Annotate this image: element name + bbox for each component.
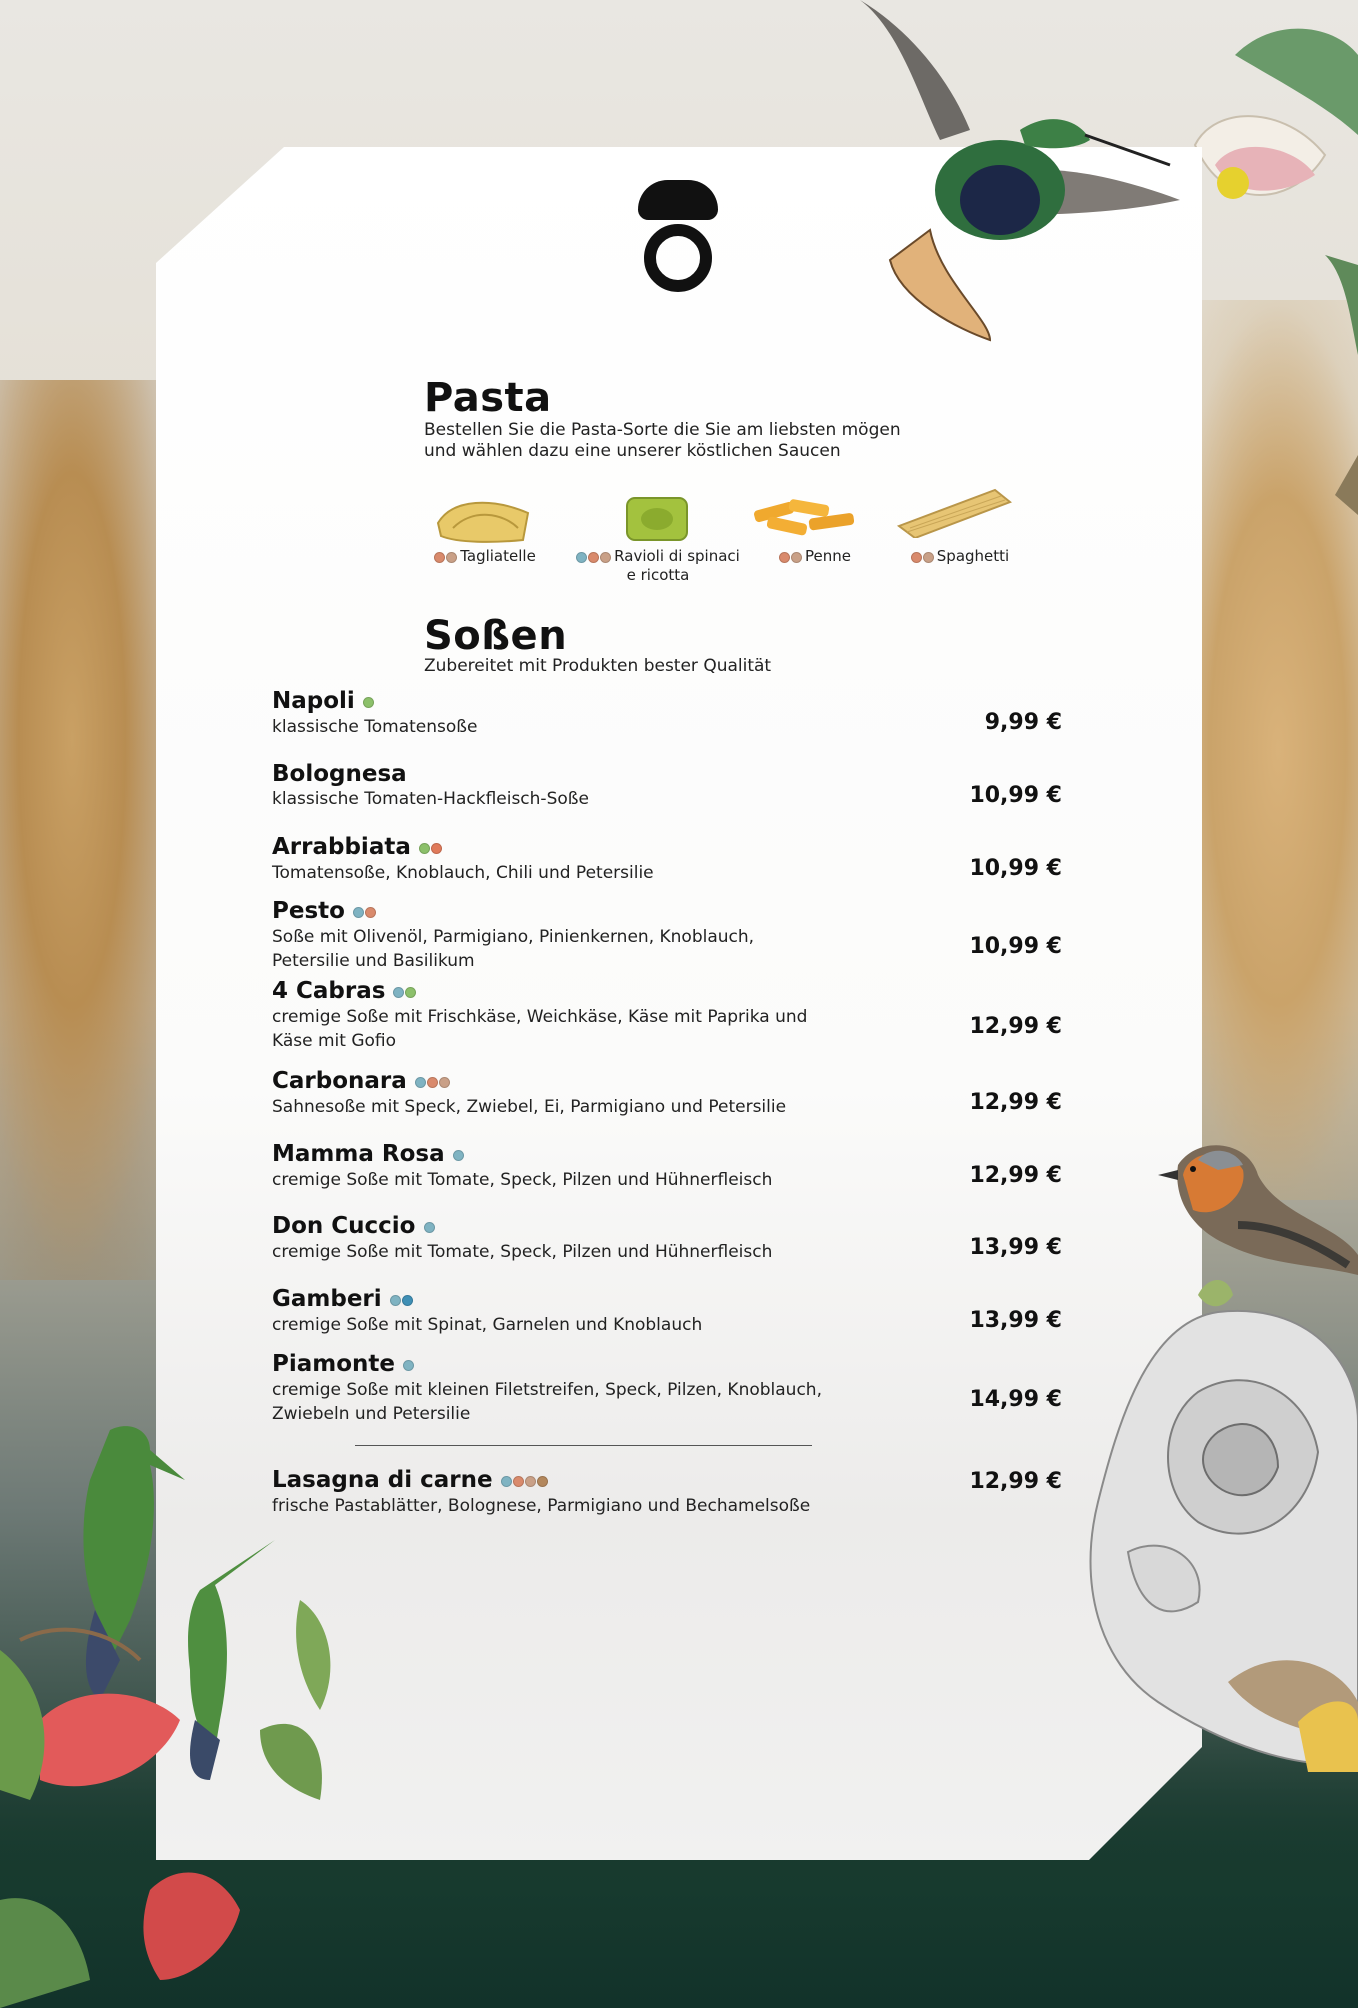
menu-item-price: 13,99 € xyxy=(969,1308,1062,1333)
allergen-badges xyxy=(393,979,417,1005)
menu-item-gamberi xyxy=(272,1286,1062,1337)
allergen-icon xyxy=(415,1077,426,1088)
pasta-type-label-line2: e ricotta xyxy=(626,565,690,584)
allergen-badges xyxy=(779,548,803,566)
allergen-badges xyxy=(576,548,612,566)
allergen-icon xyxy=(419,843,430,854)
allergen-icon xyxy=(576,552,587,563)
gold-texture-left xyxy=(0,380,180,1280)
menu-item-description: klassische Tomaten-Hackfleisch-Soße xyxy=(272,789,589,809)
menu-item-price: 12,99 € xyxy=(969,1163,1062,1188)
section-divider xyxy=(355,1445,812,1446)
allergen-badges xyxy=(453,1142,465,1168)
allergen-icon xyxy=(365,907,376,918)
grey-rose-illustration xyxy=(1078,1302,1358,1772)
menu-item-piamonte xyxy=(272,1351,1062,1426)
pasta-type-label: Penne xyxy=(805,547,851,565)
menu-item-name: Bolognesa xyxy=(272,761,407,787)
hummingbirds-flowers-illustration xyxy=(0,1420,420,2008)
pasta-type-ravioli xyxy=(570,547,746,584)
pasta-subtitle-line1: Bestellen Sie die Pasta-Sorte die Sie am liebsten mögen xyxy=(424,420,901,440)
pasta-type-tagliatelle xyxy=(420,547,550,566)
allergen-badges xyxy=(363,689,375,715)
pasta-type-label: Tagliatelle xyxy=(460,547,536,565)
menu-item-description: cremige Soße mit Spinat, Garnelen und Knoblauch xyxy=(272,1314,703,1335)
allergen-icon xyxy=(427,1077,438,1088)
allergen-icon xyxy=(525,1476,536,1487)
allergen-badges xyxy=(501,1468,549,1494)
allergen-icon xyxy=(393,987,404,998)
allergen-badges xyxy=(434,548,458,566)
allergen-badges xyxy=(415,1069,451,1095)
menu-item-name-row xyxy=(272,1213,1062,1240)
sauces-subtitle: Zubereitet mit Produkten bester Qualität xyxy=(424,656,772,676)
pasta-title: Pasta xyxy=(424,375,552,421)
allergen-icon xyxy=(424,1222,435,1233)
orchid-flower-illustration xyxy=(1175,15,1358,515)
menu-item-description: cremige Soße mit Frischkäse, Weichkäse, Käse mit Paprika und Käse mit Gofio xyxy=(272,1006,808,1051)
allergen-icon xyxy=(405,987,416,998)
allergen-badges xyxy=(403,1352,415,1378)
logo-ring-shape xyxy=(644,224,712,292)
menu-item-name: Carbonara xyxy=(272,1068,407,1094)
menu-item-price: 12,99 € xyxy=(969,1469,1062,1494)
menu-item-name-row xyxy=(272,898,1062,925)
menu-item-don-cuccio xyxy=(272,1213,1062,1264)
menu-item-description: cremige Soße mit Tomate, Speck, Pilzen und Hühnerfleisch xyxy=(272,1169,773,1190)
sauces-title: Soßen xyxy=(424,613,568,659)
allergen-icon xyxy=(431,843,442,854)
menu-item-name-row xyxy=(272,1068,1062,1095)
allergen-icon xyxy=(402,1295,413,1306)
menu-item-price: 12,99 € xyxy=(969,1090,1062,1115)
penne-image xyxy=(749,494,863,538)
menu-item-mamma-rosa xyxy=(272,1141,1062,1192)
allergen-badges xyxy=(911,548,935,566)
menu-item-napoli xyxy=(272,688,1062,739)
menu-item-description: klassische Tomatensoße xyxy=(272,716,478,737)
allergen-icon xyxy=(439,1077,450,1088)
menu-item-description: Sahnesoße mit Speck, Zwiebel, Ei, Parmigiano und Petersilie xyxy=(272,1096,787,1117)
menu-item-name: Mamma Rosa xyxy=(272,1141,445,1167)
menu-item-name-row xyxy=(272,761,1062,787)
pasta-subtitle-line2: und wählen dazu eine unserer köstlichen Saucen xyxy=(424,441,841,461)
menu-item-name-row xyxy=(272,688,1062,715)
menu-item-name-row xyxy=(272,1286,1062,1313)
logo-cap-shape xyxy=(638,180,718,220)
menu-item-name: 4 Cabras xyxy=(272,978,386,1004)
menu-item-name-row xyxy=(272,978,1062,1005)
tagliatelle-image xyxy=(433,488,533,544)
menu-item-name: Arrabbiata xyxy=(272,834,411,860)
allergen-icon xyxy=(513,1476,524,1487)
menu-item-price: 10,99 € xyxy=(969,934,1062,959)
allergen-icon xyxy=(588,552,599,563)
allergen-icon xyxy=(434,552,445,563)
menu-item-4-cabras xyxy=(272,978,1062,1053)
menu-item-name: Napoli xyxy=(272,688,355,714)
allergen-icon xyxy=(911,552,922,563)
menu-item-description: cremige Soße mit kleinen Filetstreifen, Speck, Pilzen, Knoblauch, Zwiebeln und Petersilie xyxy=(272,1379,822,1424)
allergen-icon xyxy=(446,552,457,563)
allergen-badges xyxy=(424,1214,436,1240)
menu-item-price: 9,99 € xyxy=(984,710,1062,735)
allergen-icon xyxy=(537,1476,548,1487)
allergen-icon xyxy=(600,552,611,563)
allergen-icon xyxy=(501,1476,512,1487)
menu-item-name: Lasagna di carne xyxy=(272,1467,493,1493)
allergen-icon xyxy=(923,552,934,563)
menu-item-name-row xyxy=(272,834,1062,861)
menu-item-price: 13,99 € xyxy=(969,1235,1062,1260)
hummingbird-illustration xyxy=(840,0,1190,345)
pasta-type-spaghetti xyxy=(895,547,1025,566)
menu-item-name: Don Cuccio xyxy=(272,1213,416,1239)
menu-item-carbonara xyxy=(272,1068,1062,1119)
menu-item-name: Piamonte xyxy=(272,1351,395,1377)
pasta-subtitle xyxy=(424,420,901,462)
menu-item-description: Tomatensoße, Knoblauch, Chili und Petersilie xyxy=(272,862,654,883)
pasta-type-label: Spaghetti xyxy=(936,547,1010,565)
menu-item-description: frische Pastablätter, Bolognese, Parmigiano und Bechamelsoße xyxy=(272,1495,811,1516)
spaghetti-image xyxy=(895,486,1013,538)
menu-item-price: 14,99 € xyxy=(969,1387,1062,1412)
ravioli-image xyxy=(623,492,693,544)
allergen-icon xyxy=(363,697,374,708)
menu-item-price: 12,99 € xyxy=(969,1014,1062,1039)
allergen-icon xyxy=(453,1150,464,1161)
menu-item-description: Soße mit Olivenöl, Parmigiano, Pinienkernen, Knoblauch, Petersilie und Basilikum xyxy=(272,926,755,971)
menu-item-bolognesa xyxy=(272,761,1062,811)
allergen-icon xyxy=(403,1360,414,1371)
restaurant-logo xyxy=(636,178,720,296)
menu-item-arrabbiata xyxy=(272,834,1062,885)
allergen-icon xyxy=(353,907,364,918)
pasta-type-label: Ravioli di spinaci xyxy=(614,547,740,565)
allergen-icon xyxy=(791,552,802,563)
allergen-badges xyxy=(353,899,377,925)
menu-item-name-row xyxy=(272,1141,1062,1168)
allergen-icon xyxy=(779,552,790,563)
menu-item-price: 10,99 € xyxy=(969,783,1062,808)
menu-item-name: Pesto xyxy=(272,898,345,924)
pasta-type-penne xyxy=(760,547,870,566)
menu-item-price: 10,99 € xyxy=(969,856,1062,881)
menu-item-pesto xyxy=(272,898,1062,973)
allergen-badges xyxy=(419,835,443,861)
menu-item-name-row xyxy=(272,1351,1062,1378)
allergen-badges xyxy=(390,1287,414,1313)
menu-item-name: Gamberi xyxy=(272,1286,382,1312)
allergen-icon xyxy=(390,1295,401,1306)
menu-item-description: cremige Soße mit Tomate, Speck, Pilzen und Hühnerfleisch xyxy=(272,1241,773,1262)
